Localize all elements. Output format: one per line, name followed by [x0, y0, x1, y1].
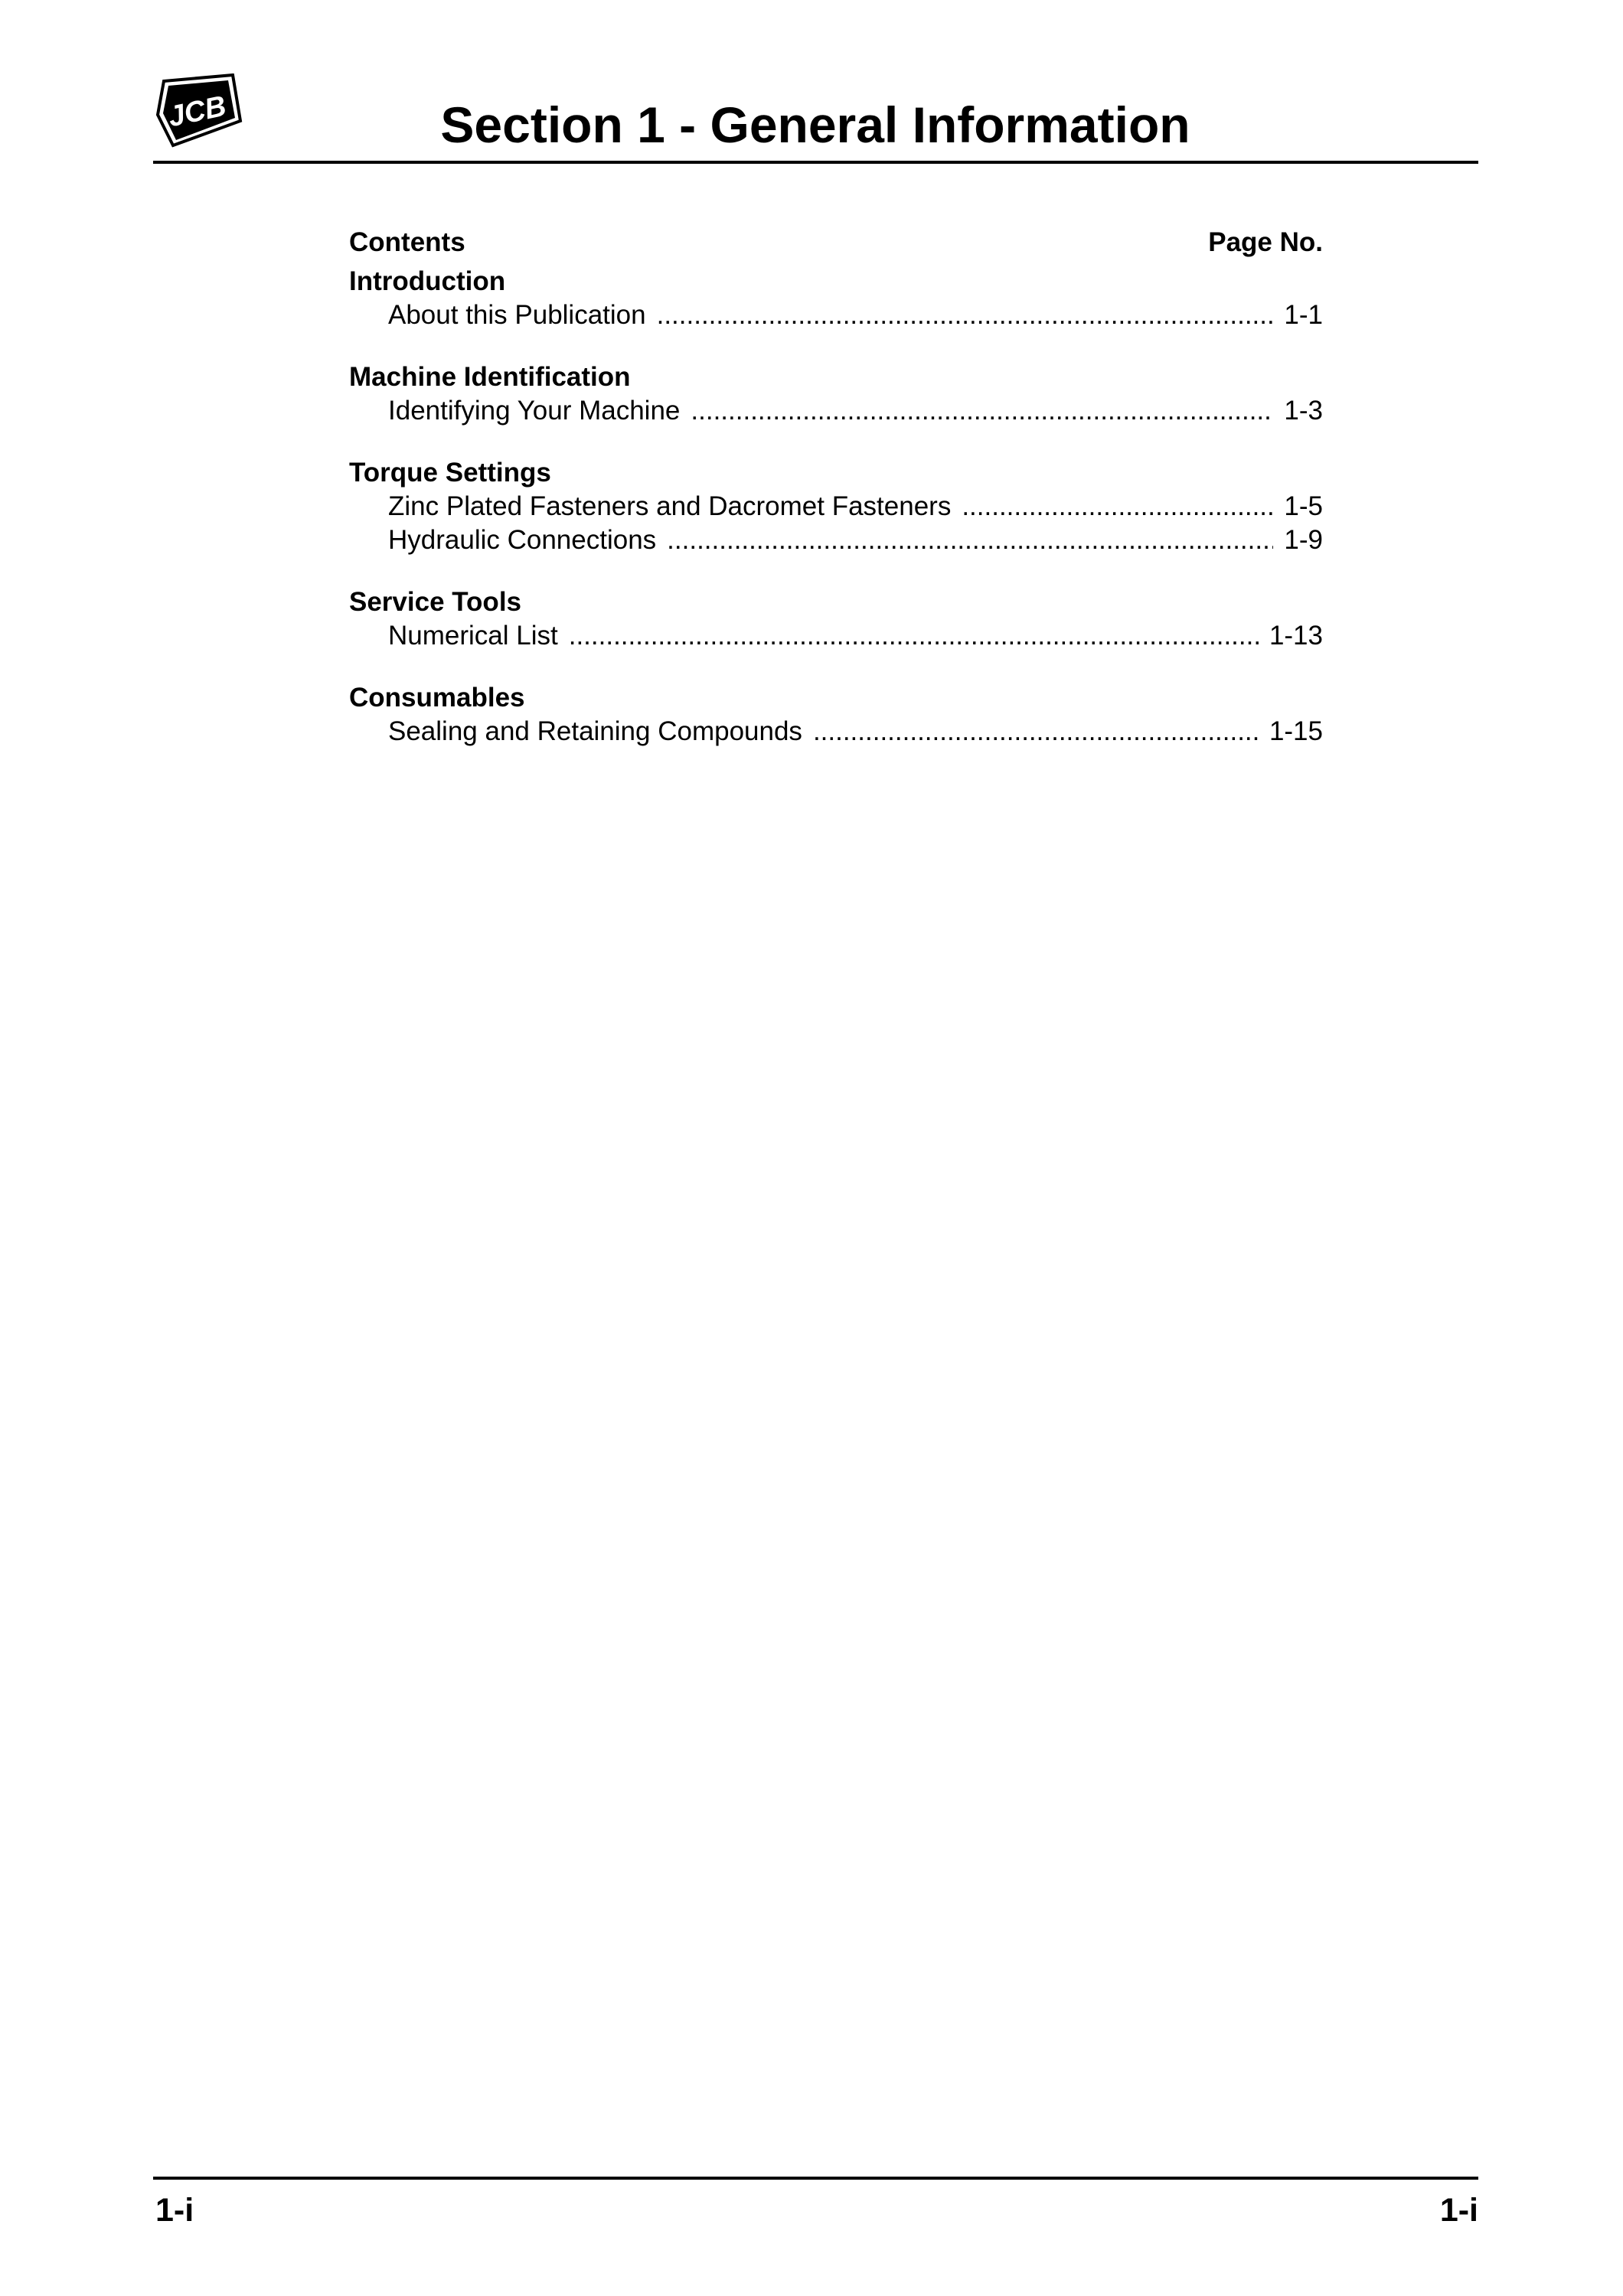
- jcb-logo: [153, 73, 243, 150]
- footer-page-number-right: 1-i: [1439, 2192, 1478, 2229]
- toc-group-title: Consumables: [349, 683, 525, 713]
- toc-entry-label: Numerical List: [388, 621, 558, 651]
- toc-entry-label: Zinc Plated Fasteners and Dacromet Fasteners: [388, 491, 952, 521]
- toc-group-introduction: [349, 265, 1323, 332]
- toc-entry-label: Identifying Your Machine: [388, 396, 681, 426]
- footer-page-number-left: 1-i: [155, 2192, 194, 2229]
- dot-leader: [962, 490, 1273, 523]
- toc-entry[interactable]: [349, 715, 1323, 748]
- toc-group-service-tools: [349, 585, 1323, 653]
- dot-leader: [667, 523, 1273, 557]
- toc-entry-page: 1-5: [1284, 491, 1323, 521]
- table-of-contents: [349, 227, 1323, 777]
- contents-label: Contents: [349, 227, 465, 257]
- toc-entry-label: Sealing and Retaining Compounds: [388, 716, 802, 746]
- toc-entry-label: About this Publication: [388, 300, 646, 330]
- toc-group-machine-identification: [349, 360, 1323, 428]
- page-number-label: Page No.: [1208, 227, 1323, 257]
- toc-entry-page: 1-9: [1284, 525, 1323, 555]
- toc-entry[interactable]: [349, 490, 1323, 523]
- toc-header: [349, 227, 1323, 259]
- dot-leader: [691, 394, 1273, 428]
- toc-group-title: Introduction: [349, 266, 506, 296]
- toc-entry-label: Hydraulic Connections: [388, 525, 657, 555]
- header-rule: [153, 161, 1478, 164]
- toc-group-title: Torque Settings: [349, 458, 551, 488]
- toc-entry[interactable]: [349, 394, 1323, 428]
- footer-rule: [153, 2177, 1478, 2180]
- toc-group-title: Service Tools: [349, 587, 522, 617]
- toc-entry-page: 1-15: [1269, 716, 1323, 746]
- dot-leader: [657, 298, 1274, 332]
- toc-entry[interactable]: [349, 523, 1323, 557]
- page-title: Section 1 - General Information: [440, 96, 1190, 153]
- toc-group-title: Machine Identification: [349, 362, 631, 392]
- svg-text:JCB: JCB: [165, 90, 230, 134]
- toc-group-torque-settings: [349, 456, 1323, 557]
- dot-leader: [813, 715, 1259, 748]
- toc-group-consumables: [349, 681, 1323, 748]
- toc-entry[interactable]: [349, 619, 1323, 653]
- toc-entry-page: 1-3: [1284, 396, 1323, 426]
- toc-entry[interactable]: [349, 298, 1323, 332]
- dot-leader: [569, 619, 1259, 653]
- toc-entry-page: 1-13: [1269, 621, 1323, 651]
- toc-entry-page: 1-1: [1284, 300, 1323, 330]
